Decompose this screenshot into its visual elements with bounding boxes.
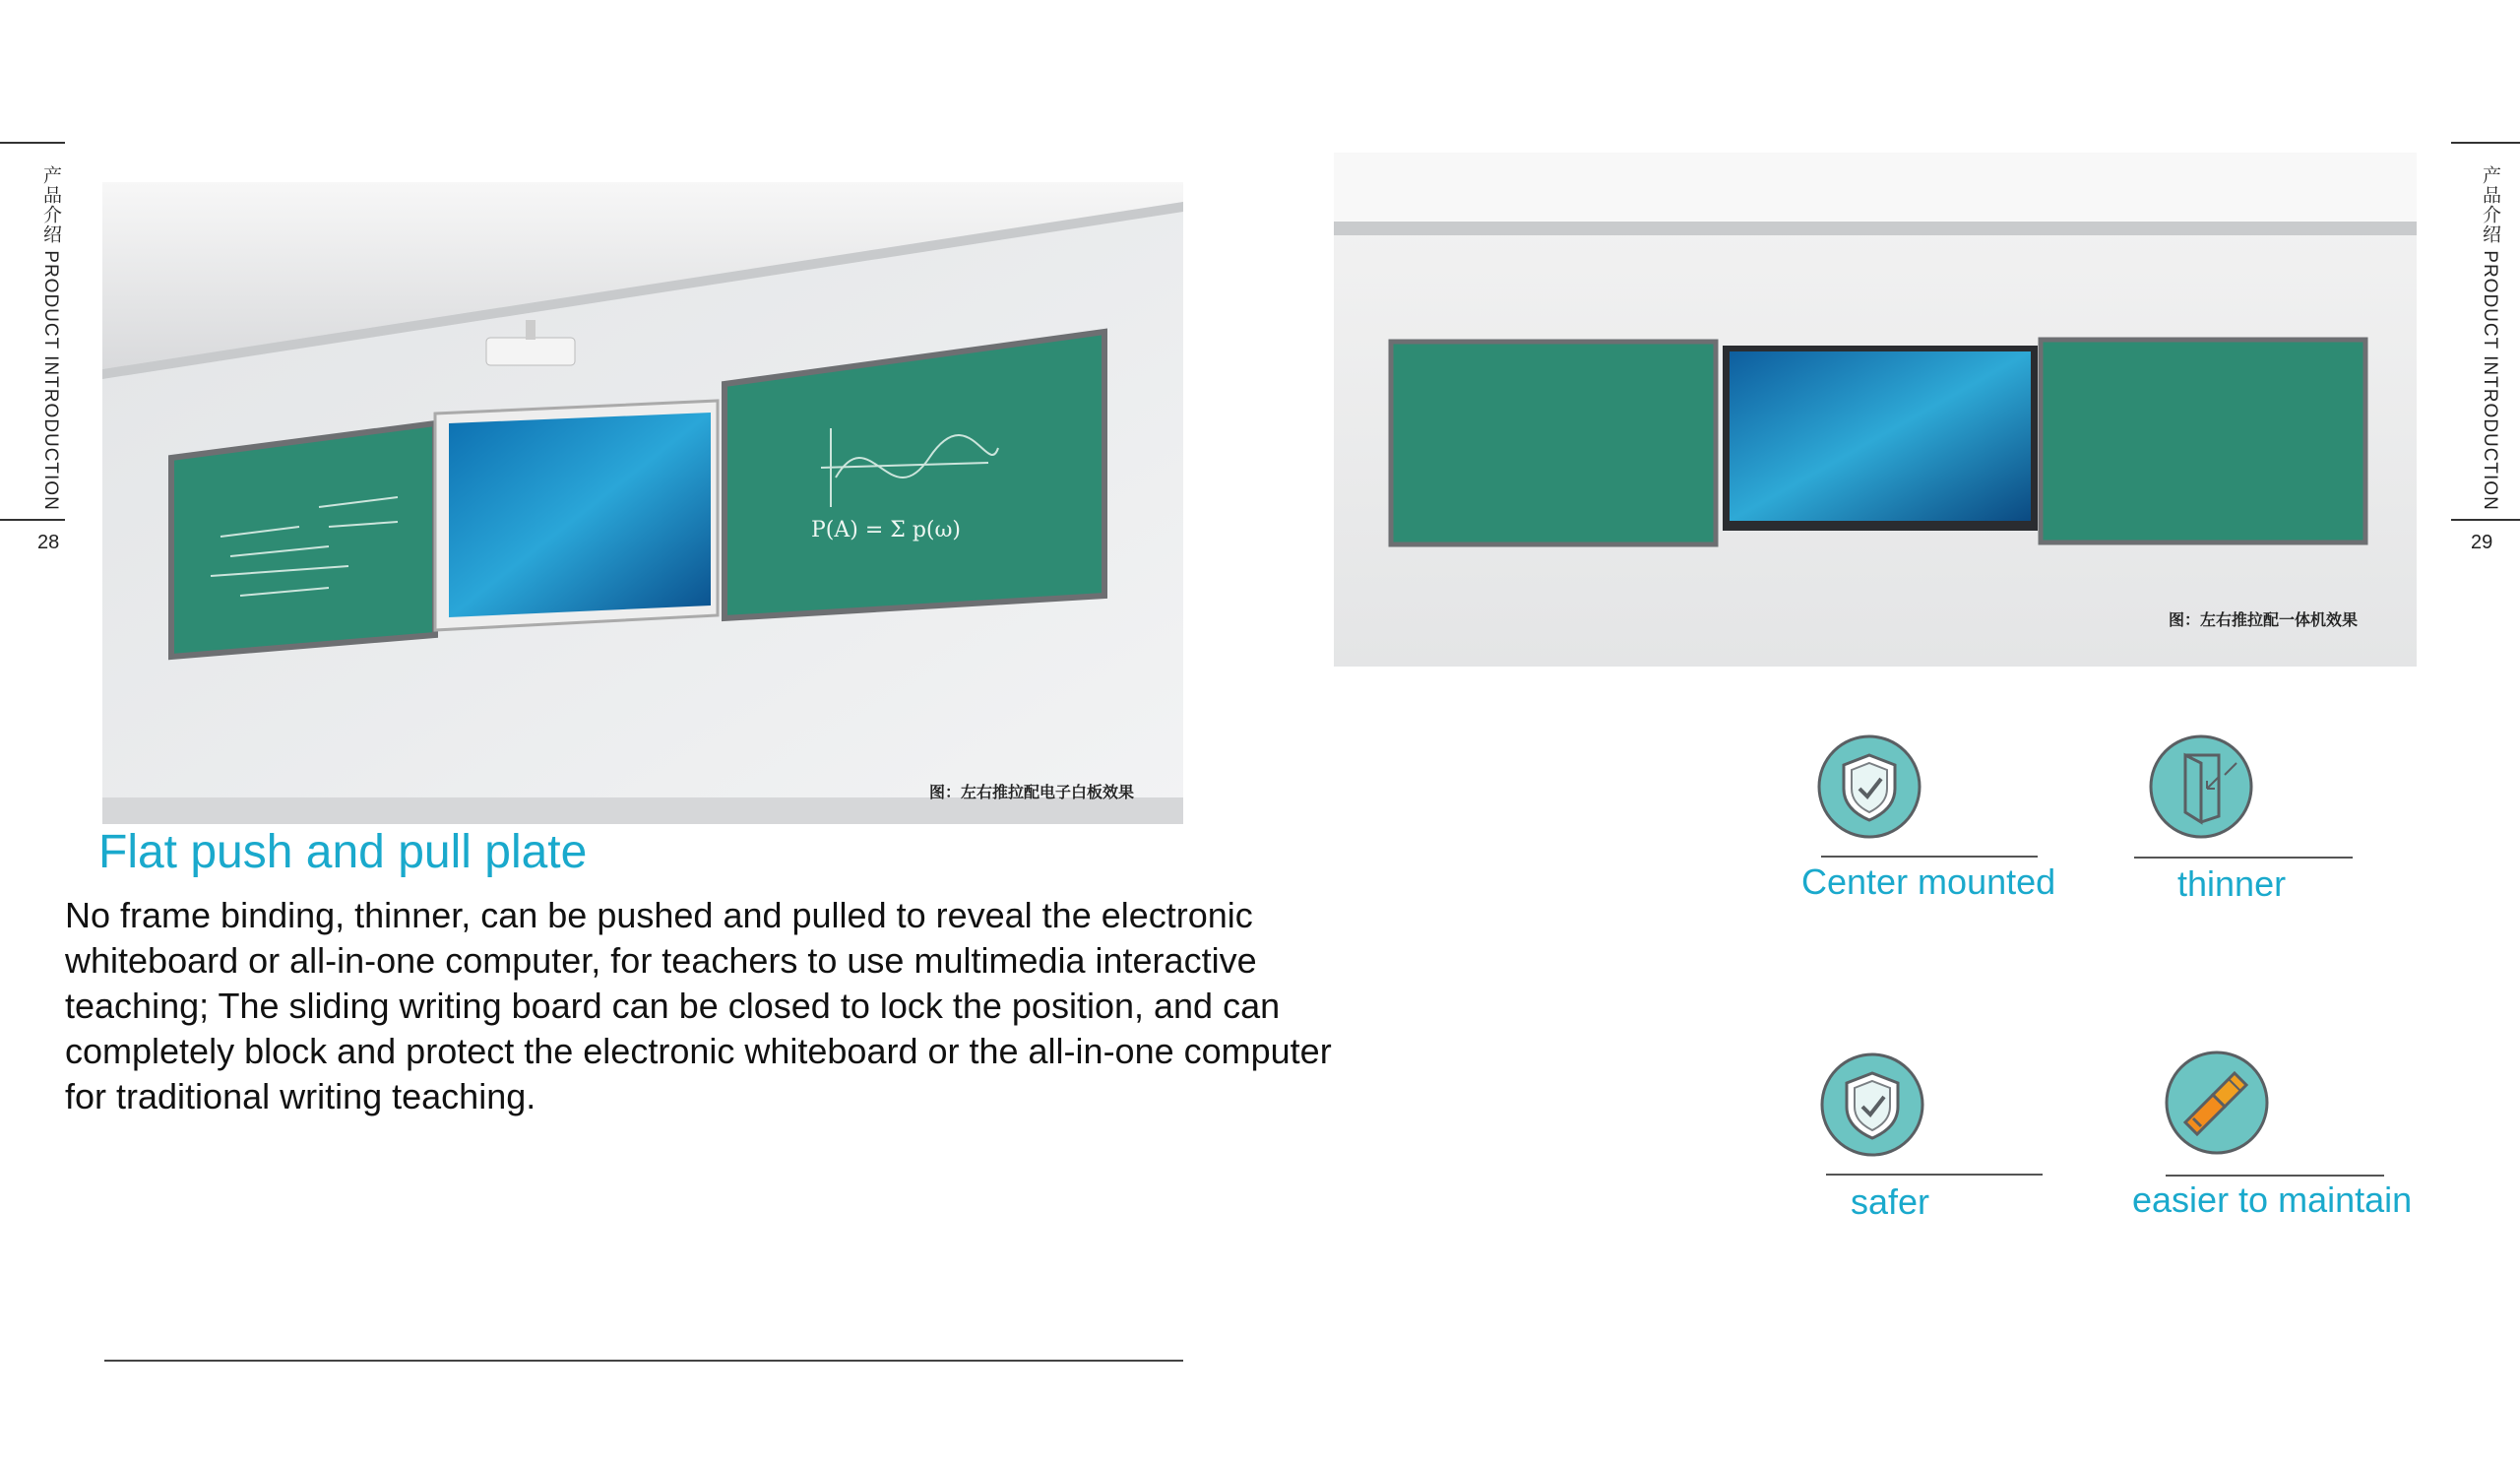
shield-check-icon: [1819, 1051, 1925, 1158]
left-photo-caption: 图：左右推拉配电子白板效果: [929, 785, 1135, 801]
left-section-label: 产品介绍 PRODUCT INTRODUCTION: [40, 165, 61, 511]
left-product-photo: [102, 182, 1183, 824]
feature-safer: [1801, 1051, 2057, 1229]
right-running-head: [2451, 0, 2520, 591]
right-mid-rule: [2451, 519, 2520, 521]
right-page-number: 29: [2471, 532, 2493, 553]
screwdriver-icon: [2164, 1050, 2270, 1156]
feature-label: easier to maintain: [2132, 1179, 2413, 1220]
feature-center-mounted: [1801, 733, 2057, 911]
feature-underline: [2166, 1175, 2384, 1177]
thin-panel-icon: [2148, 733, 2254, 840]
feature-underline: [1826, 1174, 2043, 1176]
feature-thinner: [2136, 733, 2392, 911]
svg-text:P(A) = Σ p(ω): P(A) = Σ p(ω): [811, 518, 962, 542]
all-in-one-board-illustration: [1334, 153, 2417, 667]
section-body: No frame binding, thinner, can be pushed and pulled to reveal the electronic whiteboard or all-in-one computer, for teachers to use multimedia interactive teaching; The sliding writing board can be closed to lock the position, and can completely block and protect the electronic whiteboard or the all-in-one computer for traditional writing teaching.: [65, 895, 1332, 1116]
bottom-divider: [104, 1360, 1183, 1362]
feature-label: thinner: [2177, 863, 2287, 904]
left-page-number: 28: [37, 532, 60, 553]
left-mid-rule: [0, 519, 65, 521]
left-top-rule: [0, 142, 65, 144]
feature-underline: [2134, 857, 2353, 859]
classroom-whiteboard-illustration: [102, 182, 1183, 824]
right-product-photo: [1334, 153, 2417, 667]
right-top-rule: [2451, 142, 2520, 144]
section-title: Flat push and pull plate: [98, 826, 588, 878]
feature-label: Center mounted: [1801, 861, 2056, 902]
feature-underline: [1821, 856, 2038, 858]
feature-label: safer: [1851, 1181, 1930, 1222]
feature-easier-to-maintain: [2126, 1051, 2413, 1229]
right-section-label: 产品介绍 PRODUCT INTRODUCTION: [2480, 165, 2500, 511]
shield-check-icon: [1816, 733, 1922, 840]
left-running-head: [0, 0, 69, 591]
right-photo-caption: 图：左右推拉配一体机效果: [2169, 612, 2359, 629]
